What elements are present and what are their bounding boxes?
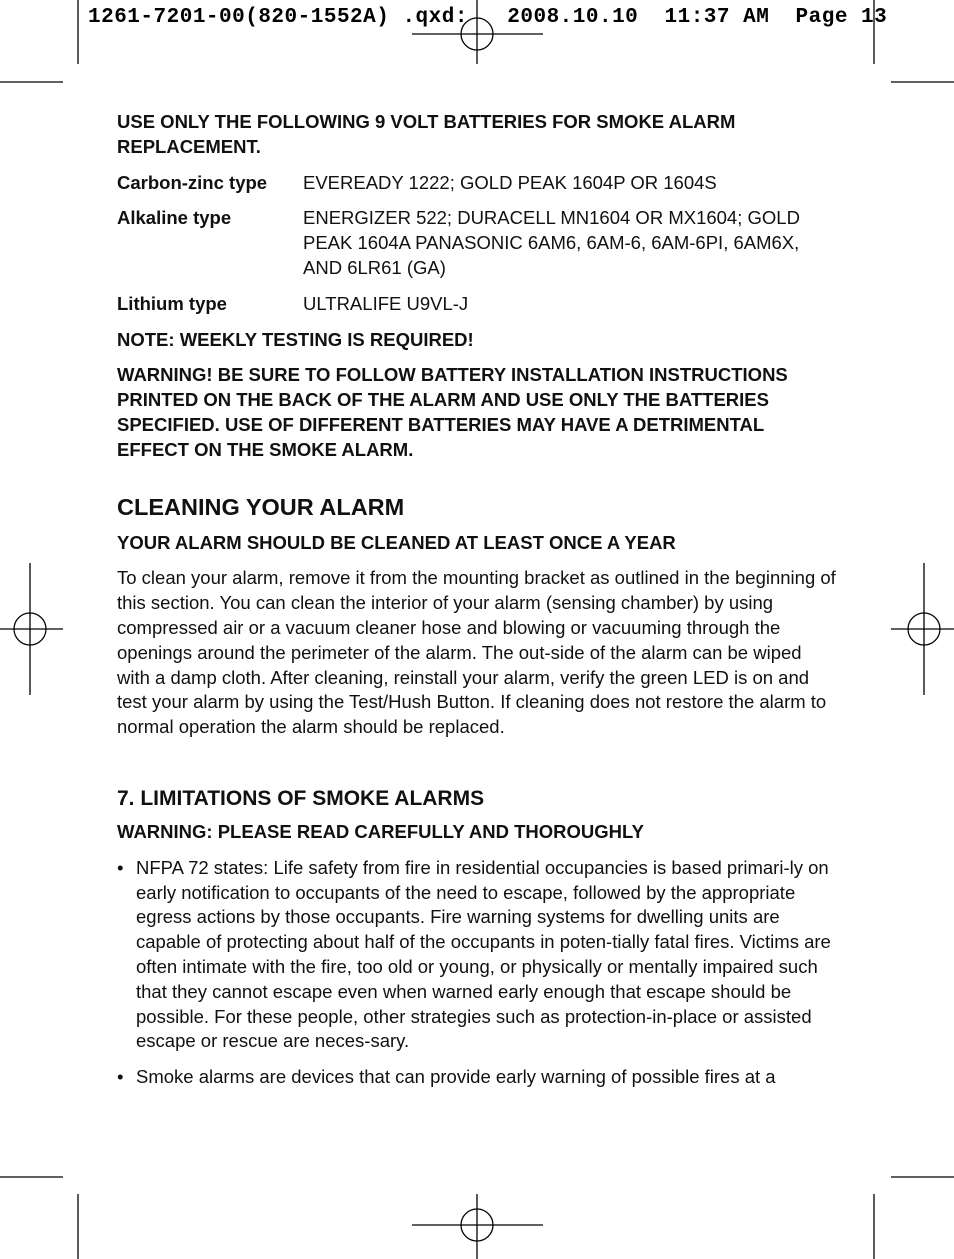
bullet-text: Smoke alarms are devices that can provide early warning of possible fires at a [136, 1066, 776, 1088]
weekly-testing-note: NOTE: WEEKLY TESTING IS REQUIRED! [117, 328, 474, 350]
battery-type-value: EVEREADY 1222; GOLD PEAK 1604P OR 1604S [303, 171, 717, 193]
list-item [117, 856, 839, 1054]
bullet-glyph: • [117, 856, 124, 878]
bullet-glyph: • [117, 1066, 124, 1088]
print-slug: 1261-7201-00(820-1552A) .qxd: 2008.10.10 11:37 AM Page 13 [88, 6, 888, 29]
battery-row-lithium [117, 292, 839, 317]
battery-row-alkaline [117, 206, 839, 280]
page-content [117, 110, 839, 1090]
cleaning-subtitle: YOUR ALARM SHOULD BE CLEANED AT LEAST ONCE A YEAR [117, 531, 676, 553]
cleaning-title: CLEANING YOUR ALARM [117, 493, 405, 520]
list-item [117, 1065, 839, 1090]
bullet-text: NFPA 72 states: Life safety from fire in residential occupancies is based primari-ly on early notification to occupants of the need to escape, followed by the appropriate egress actions by those occupants. Fire warning systems for dwelling units are capable of protecting about half of the occupants in poten-tially fatal fires. Victims are often intimate with the fire, too old or young, or physically or mentally impaired such that they cannot escape even when warned early enough that escape should be possible. For these people, other strategies such as protection-in-place or assisted escape or rescue are neces-sary. [136, 856, 831, 1052]
limitations-subtitle: WARNING: PLEASE READ CAREFULLY AND THOROUGHLY [117, 820, 644, 842]
battery-type-label: Lithium type [117, 292, 227, 314]
battery-type-value: ULTRALIFE U9VL-J [303, 292, 469, 314]
limitations-title: 7. LIMITATIONS OF SMOKE ALARMS [117, 786, 485, 810]
battery-heading: USE ONLY THE FOLLOWING 9 VOLT BATTERIES FOR SMOKE ALARM REPLACEMENT. [117, 111, 736, 157]
battery-warning: WARNING! BE SURE TO FOLLOW BATTERY INSTALLATION INSTRUCTIONS PRINTED ON THE BACK OF THE ALARM AND USE ONLY THE BATTERIES SPECIFIED. USE OF DIFFERENT BATTERIES MAY HAVE A DETRIMENTAL EFFECT ON THE SMOKE ALARM. [117, 364, 788, 460]
battery-type-label: Alkaline type [117, 207, 232, 229]
battery-row-carbon-zinc [117, 171, 839, 196]
cleaning-body: To clean your alarm, remove it from the mounting bracket as outlined in the beginning of this section. You can clean the interior of your alarm (sensing chamber) by using compressed air or a vacuum cleaner hose and blowing or vacuuming through the openings around the perimeter of the alarm. The out-side of the alarm can be wiped with a damp cloth. After cleaning, reinstall your alarm, verify the green LED is on and test your alarm by using the Test/Hush Button. If cleaning does not restore the alarm to normal operation the alarm should be replaced. [117, 567, 836, 738]
battery-type-label: Carbon-zinc type [117, 171, 268, 193]
battery-type-value: ENERGIZER 522; DURACELL MN1604 OR MX1604; GOLD PEAK 1604A PANASONIC 6AM6, 6AM-6, 6AM-6PI, 6AM6X, AND 6LR61 (GA) [303, 207, 800, 278]
